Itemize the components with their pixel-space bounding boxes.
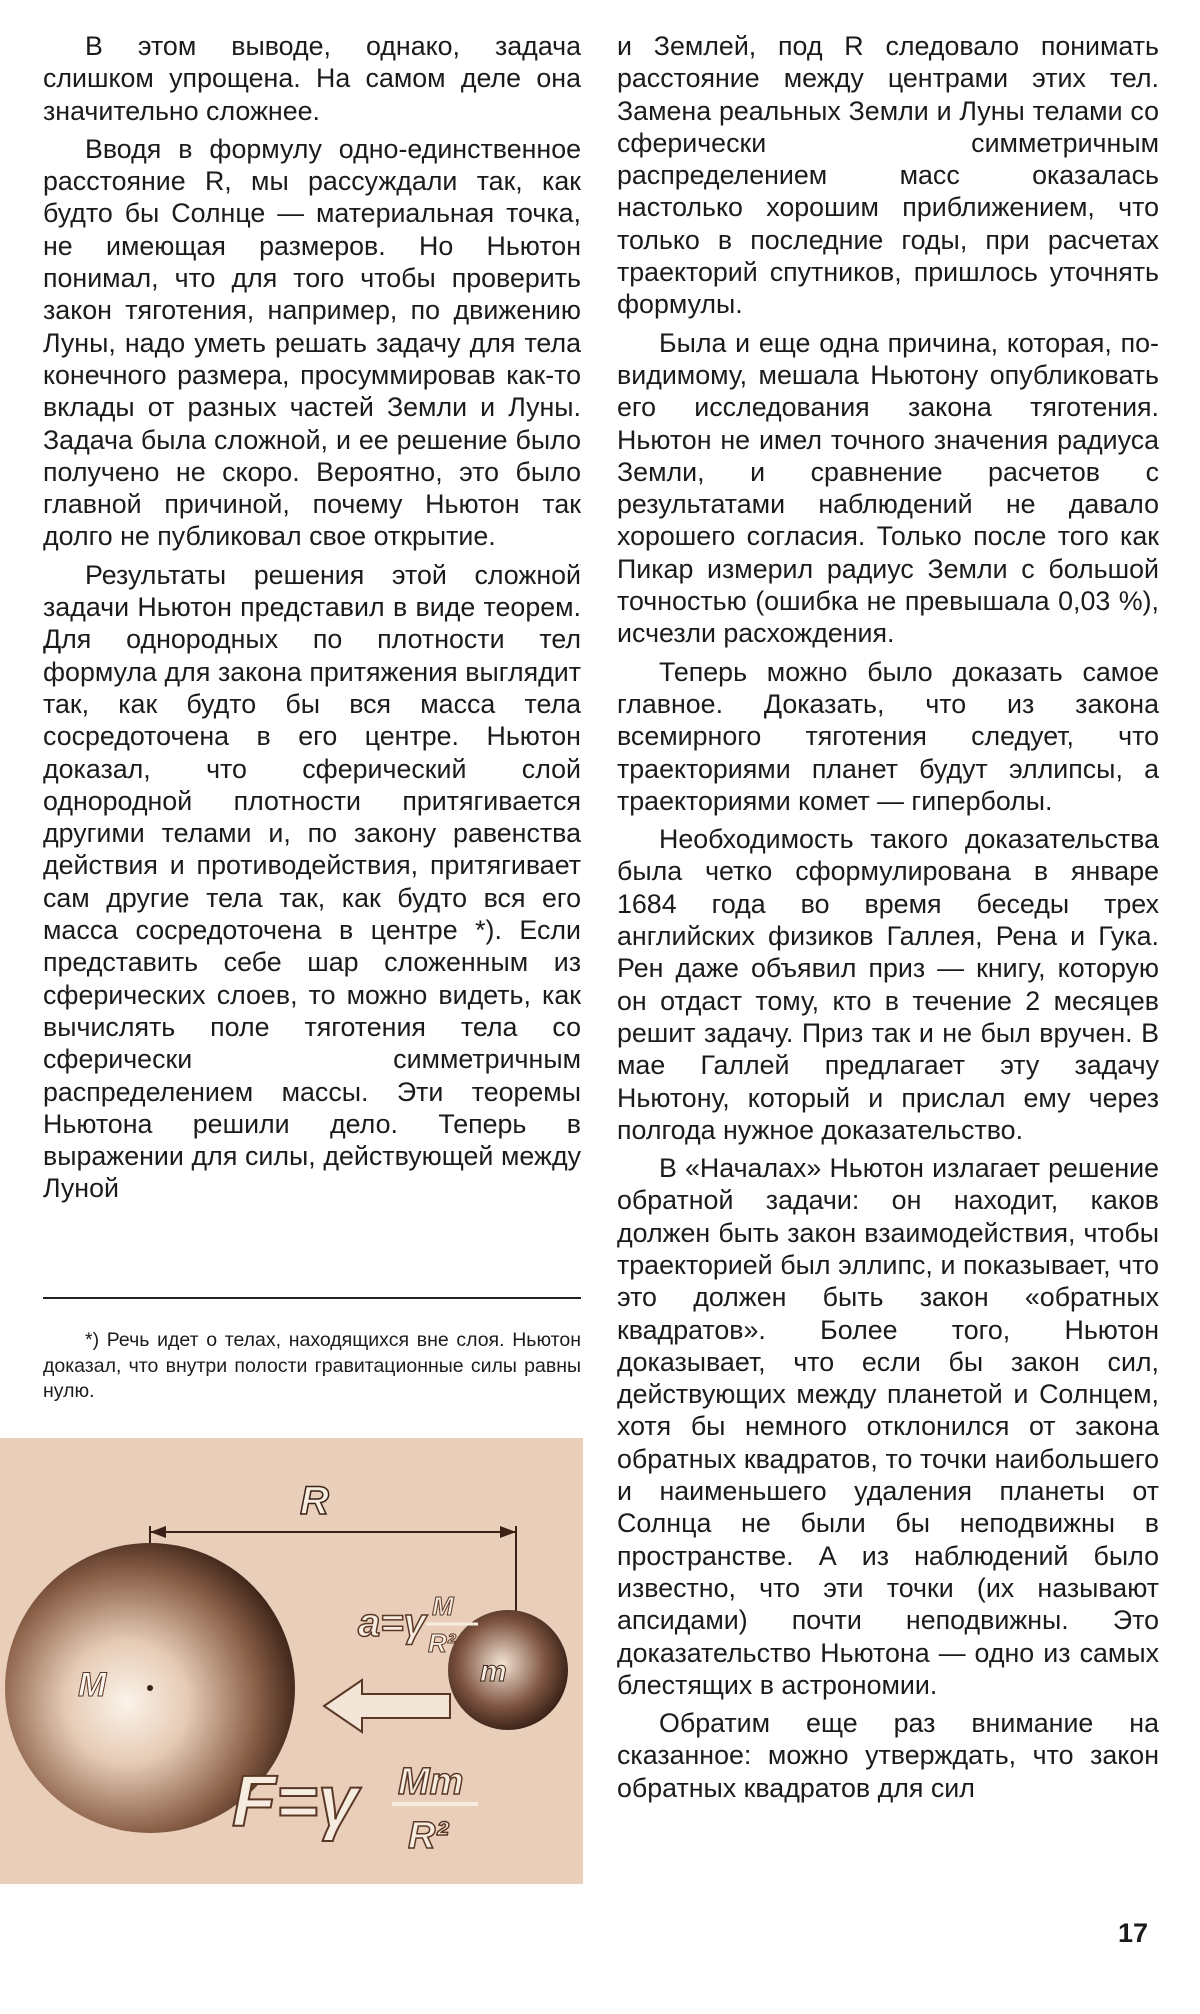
force-formula-num: Mm — [398, 1761, 464, 1803]
paragraph: Вводя в формулу одно-единственное расстояние R, мы рассуждали так, как будто бы Солнце — материальная точка, не имеющая размеров. Но Ньютон понимал, что для того чтобы проверить закон тяготения, например, по движению Луны, надо уметь решать задачу для тела конечного размера, просуммировав как-то вклады от разных частей Земли и Луны. Задача была сложной, и ее решение было получено не скоро. Вероятно, это было главной причиной, почему Ньютон так долго не публиковал свое открытие. — [43, 133, 581, 552]
page-number: 17 — [1118, 1918, 1149, 1948]
big-mass-label: M — [78, 1666, 107, 1704]
accel-formula-lhs: a=γ — [358, 1601, 426, 1645]
footnote — [43, 1328, 581, 1405]
footnote-divider — [43, 1297, 581, 1299]
force-formula-lhs: F=γ — [232, 1762, 359, 1842]
accel-formula-den: R² — [428, 1628, 456, 1658]
right-column — [617, 30, 1159, 1810]
small-mass-label: m — [480, 1655, 507, 1688]
distance-label: R — [300, 1479, 329, 1523]
paragraph: Была и еще одна причина, которая, по-видимому, мешала Ньютону опубликовать его исследования закона тяготения. Ньютон не имел точного значения радиуса Земли, и сравнение расчетов с результатами наблюдений не давало хорошего согласия. Только после того как Пикар измерил радиус Земли с большой точностью (ошибка не превышала 0,03 %), исчезли расхождения. — [617, 327, 1159, 649]
accel-formula-num: M — [432, 1591, 454, 1621]
left-column — [43, 30, 581, 1211]
force-formula-den: R² — [408, 1815, 449, 1857]
gravity-figure — [0, 1438, 583, 1884]
paragraph: и Землей, под R следовало понимать расстояние между центрами этих тел. Замена реальных Земли и Луны телами со сферически симметричным распределением масс оказалась настолько хорошим приближением, что только в последние годы, при расчетах траекторий спутников, пришлось уточнять формулы. — [617, 31, 1159, 320]
gravity-diagram — [0, 1438, 583, 1884]
paragraph: Результаты решения этой сложной задачи Ньютон представил в виде теорем. Для однородных по плотности тел формула для закона притяжения выглядит так, как будто бы вся масса тела сосредоточена в его центре. Ньютон доказал, что сферический слой однородной плотности притягивается другими телами и, по закону равенства действия и противодействия, притягивает сам другие тела так, как будто вся его масса сосредоточена в центре *). Если представить себе шар сложенным из сферических слоев, то можно видеть, как вычислять поле тяготения тела со сферически симметричным распределением массы. Эти теоремы Ньютона решили дело. Теперь в выражении для силы, действующей между Луной — [43, 559, 581, 1204]
small-mass-ball — [448, 1610, 568, 1730]
paragraph: Обратим еще раз внимание на сказанное: можно утверждать, что закон обратных квадратов для сил — [617, 1708, 1159, 1803]
paragraph: В «Началах» Ньютон излагает решение обратной задачи: он находит, каков должен быть закон взаимодействия, чтобы траекторией был эллипс, и показывает, что это должен быть закон «обратных квадратов». Более того, Ньютон доказывает, что если бы закон сил, действующих между планетой и Солнцем, хотя бы немного отклонился от закона обратных квадратов, то точки наибольшего и наименьшего удаления планеты от Солнца не были бы неподвижны в пространстве. А из наблюдений было известно, что эти точки (их называют апсидами) почти неподвижны. Это доказательство Ньютона — одно из самых блестящих в астрономии. — [617, 1153, 1159, 1700]
footnote-text: *) Речь идет о телах, находящихся вне слоя. Ньютон доказал, что внутри полости гравитационные силы равны нулю. — [43, 1329, 581, 1403]
paragraph: Теперь можно было доказать самое главное. Доказать, что из закона всемирного тяготения следует, что траекториями планет будут эллипсы, а траекториями комет — гиперболы. — [617, 656, 1159, 816]
paragraph: Необходимость такого доказательства была четко сформулирована в январе 1684 года во время беседы трех английских физиков Галлея, Рена и Гука. Рен даже объявил приз — книгу, которую он отдаст тому, кто в течение 2 месяцев решит задачу. Приз так и не был вручен. В мае Галлей предлагает эту задачу Ньютону, который и прислал ему через полгода нужное доказательство. — [617, 824, 1159, 1145]
big-mass-center — [147, 1685, 153, 1691]
paragraph: В этом выводе, однако, задача слишком упрощена. На самом деле она значительно сложнее. — [43, 31, 581, 126]
